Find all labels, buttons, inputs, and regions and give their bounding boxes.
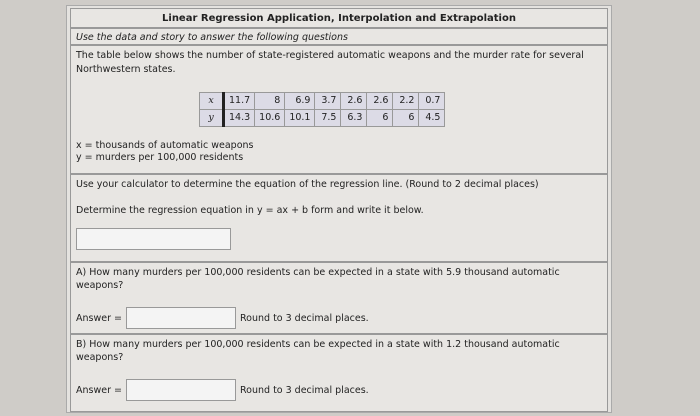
- part-a-answer-row: [76, 307, 369, 329]
- table-row-y: [200, 110, 445, 127]
- y-cell: 6: [393, 110, 419, 127]
- part-a-question: A) How many murders per 100,000 residents can be expected in a state with 5.9 thousand automatic weapons?: [76, 267, 560, 291]
- table-row-x: [200, 93, 445, 110]
- part-b-question: B) How many murders per 100,000 residents can be expected in a state with 1.2 thousand automatic weapons?: [76, 339, 560, 363]
- x-cell: 11.7: [224, 93, 255, 110]
- y-cell: 4.5: [419, 110, 445, 127]
- part-b-answer-input[interactable]: [126, 379, 236, 401]
- x-cell: 2.2: [393, 93, 419, 110]
- x-definition: x = thousands of automatic weapons: [76, 140, 254, 151]
- x-cell: 3.7: [315, 93, 341, 110]
- regression-box: [70, 174, 608, 262]
- x-cell: 6.9: [285, 93, 315, 110]
- instructions: Use the data and story to answer the following questions: [70, 28, 608, 45]
- y-cell: 6: [367, 110, 393, 127]
- variable-definitions: [76, 140, 253, 164]
- y-cell: 10.1: [285, 110, 315, 127]
- page-title: Linear Regression Application, Interpolation and Extrapolation: [70, 8, 608, 28]
- round-hint: Round to 3 decimal places.: [239, 312, 369, 324]
- description-text: The table below shows the number of state-registered automatic weapons and the murder rate for several Northwestern states.: [76, 50, 584, 75]
- answer-label: Answer =: [76, 384, 122, 396]
- y-cell: 7.5: [315, 110, 341, 127]
- x-cell: 0.7: [419, 93, 445, 110]
- y-cell: 6.3: [341, 110, 367, 127]
- data-table: [199, 92, 445, 127]
- regression-prompt: Use your calculator to determine the equation of the regression line. (Round to 2 decimal places): [76, 179, 539, 190]
- x-cell: 2.6: [367, 93, 393, 110]
- answer-label: Answer =: [76, 312, 122, 324]
- worksheet-panel: [66, 5, 612, 413]
- description-box: [70, 45, 608, 174]
- part-b-answer-row: [76, 379, 369, 401]
- y-cell: 10.6: [255, 110, 285, 127]
- x-cell: 2.6: [341, 93, 367, 110]
- round-hint: Round to 3 decimal places.: [239, 384, 369, 396]
- y-header: y: [200, 110, 224, 127]
- x-header: x: [200, 93, 224, 110]
- y-cell: 14.3: [224, 110, 255, 127]
- y-definition: y = murders per 100,000 residents: [76, 152, 244, 163]
- x-cell: 8: [255, 93, 285, 110]
- part-a-box: [70, 262, 608, 334]
- part-a-answer-input[interactable]: [126, 307, 236, 329]
- regression-instruction: Determine the regression equation in y = ax + b form and write it below.: [76, 205, 424, 216]
- part-b-box: [70, 334, 608, 412]
- regression-equation-input[interactable]: [76, 228, 231, 250]
